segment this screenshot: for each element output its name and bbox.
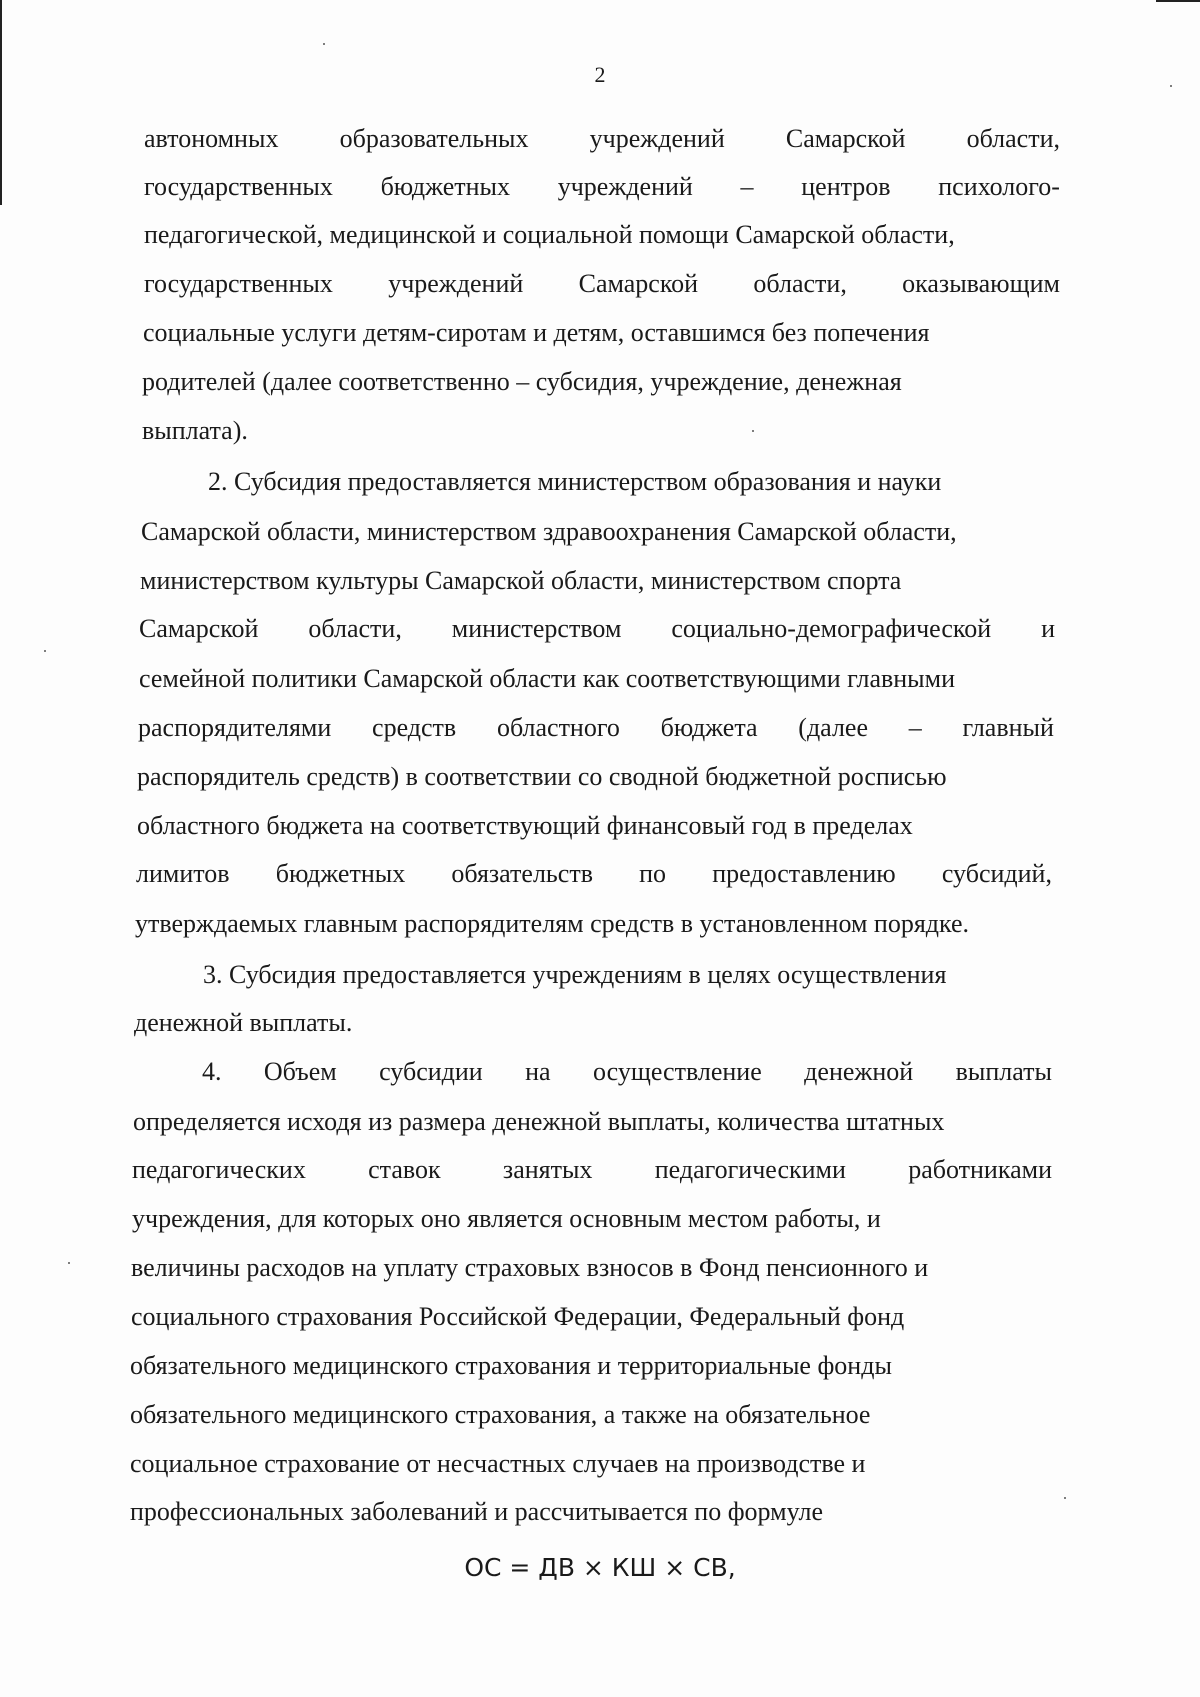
text-line: 2. Субсидия предоставляется министерством образования и науки [208, 467, 942, 496]
text-line: выплата). [142, 416, 248, 445]
text-line: величины расходов на уплату страховых взносов в Фонд пенсионного и [131, 1253, 929, 1282]
text-line: распорядитель средств) в соответствии со сводной бюджетной росписью [137, 762, 947, 791]
scan-top-edge-mark [1156, 0, 1200, 2]
text-line: педагогической, медицинской и социальной помощи Самарской области, [144, 220, 955, 249]
text-line: семейной политики Самарской области как соответствующими главными [139, 664, 956, 693]
scan-speck [44, 650, 46, 652]
scan-speck [1064, 1497, 1066, 1499]
scan-speck [752, 430, 754, 432]
text-line: Самарской области, министерством социально-демографической и [139, 614, 1055, 643]
text-line: педагогических ставок занятых педагогическими работниками [132, 1155, 1052, 1184]
text-line: лимитов бюджетных обязательств по предоставлению субсидий, [136, 859, 1052, 888]
text-line: денежной выплаты. [134, 1008, 353, 1037]
text-line: автономных образовательных учреждений Самарской области, [144, 124, 1060, 153]
scan-left-edge-mark [0, 0, 2, 205]
page-number: 2 [594, 62, 606, 87]
text-line: Самарской области, министерством здравоохранения Самарской области, [141, 517, 957, 546]
text-line: определяется исходя из размера денежной выплаты, количества штатных [133, 1107, 945, 1136]
formula: ОС = ДВ × КШ × СВ, [464, 1553, 736, 1582]
text-line: учреждения, для которых оно является основным местом работы, и [132, 1204, 881, 1233]
text-line: областного бюджета на соответствующий финансовый год в пределах [137, 811, 913, 840]
text-line: государственных бюджетных учреждений – центров психолого- [144, 172, 1060, 201]
text-line: социального страхования Российской Федерации, Федеральный фонд [131, 1302, 905, 1331]
text-line: государственных учреждений Самарской области, оказывающим [144, 269, 1060, 298]
text-line: профессиональных заболеваний и рассчитывается по формуле [130, 1497, 823, 1526]
text-line: министерством культуры Самарской области, министерством спорта [140, 566, 902, 595]
text-line: 4. Объем субсидии на осуществление денежной выплаты [202, 1057, 1052, 1086]
text-line: социальные услуги детям-сиротам и детям, оставшимся без попечения [143, 318, 930, 347]
text-line: утверждаемых главным распорядителям средств в установленном порядке. [135, 909, 970, 938]
text-line: обязательного медицинского страхования, а также на обязательное [130, 1400, 871, 1429]
scan-speck [68, 1262, 70, 1264]
text-line: 3. Субсидия предоставляется учреждениям в целях осуществления [203, 960, 947, 989]
text-line: обязательного медицинского страхования и территориальные фонды [130, 1351, 892, 1380]
text-line: социальное страхование от несчастных случаев на производстве и [130, 1449, 866, 1478]
text-line: распорядителями средств областного бюджета (далее – главный [138, 713, 1054, 742]
text-line: родителей (далее соответственно – субсидия, учреждение, денежная [142, 367, 902, 396]
scan-speck [323, 43, 325, 45]
